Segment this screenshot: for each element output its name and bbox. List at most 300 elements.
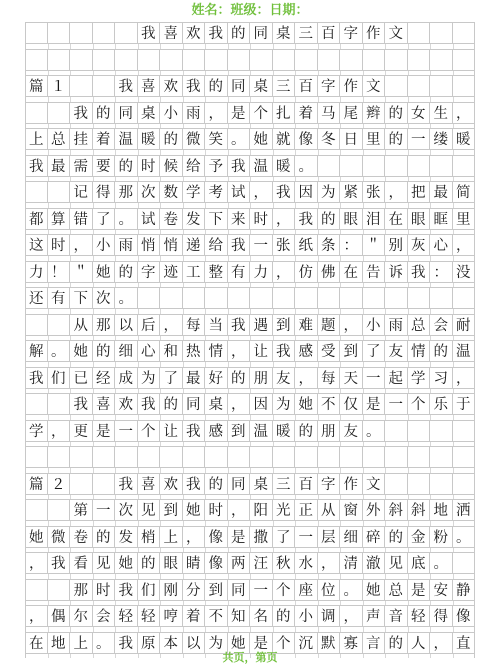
grid-cell: 同 [228,579,251,601]
grid-cell: 名 [250,605,273,627]
grid-row [25,261,475,283]
grid-cell: 是 [250,632,273,654]
grid-cell: 三 [295,22,318,44]
grid-cell: 欢 [160,473,183,495]
grid-cell [408,287,431,309]
grid-cell: 感 [205,420,228,442]
grid-cell [138,49,161,71]
grid-cell: 友 [385,340,408,362]
grid-cell: 的 [228,22,251,44]
grid-cell: 马 [318,102,341,124]
grid-cell: 错 [70,208,93,230]
grid-cell: 同 [228,75,251,97]
grid-cell: 声 [363,605,386,627]
grid-cell: 时 [250,208,273,230]
grid-cell: 同 [115,102,138,124]
grid-cell: 更 [70,420,93,442]
grid-row [25,75,475,97]
grid-cell: 次 [138,181,161,203]
grid-cell: 篇 [25,473,48,495]
grid-cell: ， [160,314,183,336]
grid-cell [25,314,48,336]
grid-cell: 的 [93,102,116,124]
grid-cell: 桌 [250,473,273,495]
grid-cell: ， [250,181,273,203]
grid-cell: 简 [453,181,476,203]
grid-cell: 让 [160,420,183,442]
grid-cell [363,287,386,309]
grid-cell: 友 [273,367,296,389]
grid-cell: 笑 [205,128,228,150]
grid-cell [340,155,363,177]
grid-cell: 为 [205,632,228,654]
grid-cell: 个 [408,393,431,415]
grid-cell [70,75,93,97]
grid-cell: ， [228,393,251,415]
grid-cell [250,287,273,309]
grid-cell: 候 [160,155,183,177]
grid-cell [385,287,408,309]
grid-cell: 洒 [453,499,476,521]
grid-cell: 没 [453,261,476,283]
grid-cell: 整 [205,261,228,283]
grid-cell: 原 [138,632,161,654]
grid-cell: 寡 [340,632,363,654]
grid-cell [48,22,71,44]
grid-cell: 人 [408,632,431,654]
grid-cell: 已 [70,367,93,389]
grid-cell: ， [70,234,93,256]
grid-cell: 微 [183,128,206,150]
grid-cell: ， [453,234,476,256]
grid-cell: 的 [318,208,341,230]
grid-cell [48,499,71,521]
grid-cell: 沉 [295,632,318,654]
grid-cell: ， [453,367,476,389]
grid-cell [453,287,476,309]
grid-cell: 的 [385,102,408,124]
grid-cell [25,49,48,71]
grid-row [25,314,475,336]
grid-cell: 同 [228,473,251,495]
grid-cell: 心 [138,340,161,362]
grid-cell: ， [205,102,228,124]
grid-cell: ， [273,261,296,283]
grid-cell: ， [385,181,408,203]
grid-cell [25,446,48,468]
grid-cell [453,75,476,97]
grid-cell: 的 [205,75,228,97]
grid-cell: 当 [205,314,228,336]
grid-cell [48,579,71,601]
grid-cell: ２ [48,473,71,495]
grid-cell: 会 [430,314,453,336]
grid-cell: 和 [160,340,183,362]
grid-cell: 热 [183,340,206,362]
grid-cell: 轻 [115,605,138,627]
grid-cell: 最 [183,367,206,389]
grid-cell: 在 [385,208,408,230]
grid-cell: 喜 [138,75,161,97]
grid-cell [408,473,431,495]
grid-row [25,526,475,548]
grid-cell: 温 [250,420,273,442]
grid-cell [25,181,48,203]
grid-cell: 篇 [25,75,48,97]
grid-cell: 喜 [93,393,116,415]
grid-cell [295,446,318,468]
grid-cell: 要 [93,155,116,177]
grid-cell [48,181,71,203]
grid-row [25,181,475,203]
grid-cell: 我 [138,393,161,415]
grid-cell: 为 [318,181,341,203]
grid-row [25,102,475,124]
grid-cell: 是 [228,102,251,124]
grid-cell: 她 [70,340,93,362]
grid-cell: 欢 [115,393,138,415]
grid-cell: ！ [48,261,71,283]
grid-cell: 在 [340,261,363,283]
grid-cell: 我 [273,181,296,203]
grid-cell: 文 [363,75,386,97]
grid-cell: 数 [160,181,183,203]
footer-page-count: 共页，第页 [222,651,278,664]
grid-cell: 个 [273,579,296,601]
grid-cell: 挂 [70,128,93,150]
grid-cell: 一 [250,579,273,601]
grid-cell: 我 [183,473,206,495]
grid-cell [93,446,116,468]
grid-cell [340,49,363,71]
grid-cell: 因 [295,181,318,203]
grid-cell [385,75,408,97]
grid-cell: 文 [385,22,408,44]
grid-cell: 仅 [340,393,363,415]
grid-cell [93,75,116,97]
grid-cell: 眼 [340,208,363,230]
grid-row [25,155,475,177]
grid-cell: 雨 [183,102,206,124]
grid-cell: 。 [430,552,453,574]
grid-cell [295,49,318,71]
grid-cell: 。 [48,340,71,362]
grid-cell: 泪 [363,208,386,230]
grid-cell: 难 [295,314,318,336]
grid-cell [340,446,363,468]
grid-cell: 是 [408,579,431,601]
grid-cell: 有 [228,261,251,283]
grid-cell: 女 [408,102,431,124]
grid-cell: 解 [25,340,48,362]
grid-cell: 了 [93,208,116,230]
grid-cell: 辫 [363,102,386,124]
grid-cell: 不 [318,393,341,415]
grid-cell: 默 [318,632,341,654]
grid-cell: 地 [48,632,71,654]
grid-cell: 桌 [205,393,228,415]
grid-cell: 同 [183,393,206,415]
grid-cell [408,75,431,97]
grid-cell: ， [453,102,476,124]
grid-cell [363,446,386,468]
grid-cell [385,49,408,71]
grid-cell: 里 [453,208,476,230]
grid-cell: 得 [93,181,116,203]
grid-cell [453,49,476,71]
grid-row [25,552,475,574]
grid-cell [93,49,116,71]
grid-cell: 仿 [295,261,318,283]
grid-cell: 的 [205,473,228,495]
grid-cell: 温 [453,340,476,362]
grid-cell: 知 [228,605,251,627]
grid-cell: 还 [25,287,48,309]
grid-cell: 算 [48,208,71,230]
grid-cell: 就 [273,128,296,150]
grid-cell: 生 [430,102,453,124]
grid-cell: 乐 [430,393,453,415]
grid-cell: 一 [408,128,431,150]
grid-cell: 为 [273,393,296,415]
grid-cell: 她 [115,552,138,574]
grid-cell: 言 [363,632,386,654]
grid-cell [48,49,71,71]
grid-cell [408,49,431,71]
grid-cell: 迹 [160,261,183,283]
grid-cell [48,314,71,336]
grid-cell: 了 [160,367,183,389]
grid-cell [318,287,341,309]
grid-cell: 总 [48,128,71,150]
grid-cell: 字 [318,75,341,97]
grid-cell: 我 [48,552,71,574]
grid-cell: 作 [363,22,386,44]
grid-cell: 见 [93,552,116,574]
grid-row [25,446,475,468]
grid-cell: 像 [205,526,228,548]
grid-cell: ， [228,499,251,521]
grid-cell: 学 [183,181,206,203]
grid-cell: 眼 [160,552,183,574]
grid-cell [25,393,48,415]
header-name-class-date: 姓名：班级：日期： [191,3,309,18]
grid-cell: 我 [138,22,161,44]
grid-cell: 欢 [160,75,183,97]
grid-cell: 从 [70,314,93,336]
grid-cell: 我 [228,234,251,256]
grid-cell [273,287,296,309]
grid-cell [93,22,116,44]
grid-cell: 试 [228,181,251,203]
grid-cell: 好 [205,367,228,389]
grid-cell: 扎 [273,102,296,124]
grid-cell: 感 [295,340,318,362]
grid-cell [318,446,341,468]
grid-row [25,420,475,442]
grid-row [25,605,475,627]
grid-cell: 张 [363,181,386,203]
grid-cell: 的 [385,632,408,654]
grid-row [25,393,475,415]
grid-cell: 偶 [48,605,71,627]
grid-cell: 朋 [250,367,273,389]
grid-cell: 到 [228,420,251,442]
grid-cell [48,102,71,124]
grid-cell: 冬 [318,128,341,150]
grid-cell: 字 [340,22,363,44]
grid-cell: 发 [183,208,206,230]
grid-cell [273,49,296,71]
grid-cell [363,155,386,177]
grid-cell: 们 [48,367,71,389]
grid-cell: 因 [250,393,273,415]
grid-cell: 给 [183,155,206,177]
grid-cell: ＂ [70,261,93,283]
grid-cell: 。 [363,420,386,442]
grid-cell: 卷 [70,526,93,548]
grid-cell: 静 [453,579,476,601]
grid-cell: 细 [340,526,363,548]
grid-cell: 在 [25,632,48,654]
grid-cell [385,446,408,468]
grid-cell [385,420,408,442]
grid-cell: 把 [408,181,431,203]
grid-cell: 汪 [250,552,273,574]
grid-cell: 着 [295,102,318,124]
grid-cell: 悄 [138,234,161,256]
grid-cell: 我 [273,340,296,362]
grid-cell: 以 [115,314,138,336]
grid-cell [93,473,116,495]
grid-cell [453,473,476,495]
grid-cell: 见 [385,552,408,574]
grid-cell: 佛 [318,261,341,283]
grid-cell: 时 [138,155,161,177]
grid-cell [430,22,453,44]
grid-cell: 。 [295,155,318,177]
grid-cell [160,446,183,468]
grid-cell [48,393,71,415]
grid-cell [408,155,431,177]
grid-cell: 刚 [160,579,183,601]
grid-cell: 暖 [453,128,476,150]
grid-cell [430,420,453,442]
grid-cell: 纸 [295,234,318,256]
grid-cell: 她 [228,632,251,654]
grid-cell: 小 [295,605,318,627]
grid-cell [115,446,138,468]
grid-cell [160,49,183,71]
grid-cell: 情 [408,340,431,362]
grid-cell: 尔 [70,605,93,627]
grid-cell: 每 [183,314,206,336]
grid-cell: 朋 [318,420,341,442]
grid-cell: 为 [138,367,161,389]
grid-cell [430,473,453,495]
grid-cell: 作 [340,473,363,495]
grid-cell: 是 [228,526,251,548]
grid-row [25,128,475,150]
grid-cell: 情 [205,340,228,362]
grid-cell: 水 [295,552,318,574]
grid-cell [430,155,453,177]
grid-cell: 正 [295,499,318,521]
grid-cell [160,287,183,309]
grid-cell: 像 [205,552,228,574]
grid-cell: ， [25,552,48,574]
grid-cell: 了 [363,340,386,362]
grid-cell: 上 [70,632,93,654]
grid-cell: 日 [340,128,363,150]
grid-cell [25,579,48,601]
grid-cell: 睛 [183,552,206,574]
grid-cell [453,155,476,177]
grid-cell [205,287,228,309]
grid-cell: 喜 [138,473,161,495]
grid-cell: 我 [25,155,48,177]
grid-cell: 本 [160,632,183,654]
grid-cell: 直 [453,632,476,654]
grid-cell [318,155,341,177]
grid-cell: ， [430,632,453,654]
grid-cell: 学 [25,420,48,442]
grid-cell [138,446,161,468]
grid-cell: 张 [273,234,296,256]
grid-cell: 尾 [340,102,363,124]
grid-cell: 需 [70,155,93,177]
grid-cell: 。 [453,526,476,548]
grid-cell: 撒 [250,526,273,548]
grid-cell [453,22,476,44]
grid-cell: 条 [318,234,341,256]
grid-cell: 斜 [385,499,408,521]
grid-cell [318,49,341,71]
grid-cell [430,287,453,309]
grid-cell: 的 [115,155,138,177]
grid-cell: ， [340,314,363,336]
grid-cell: 力 [250,261,273,283]
grid-cell: 。 [228,128,251,150]
grid-cell [430,49,453,71]
grid-cell: 同 [250,22,273,44]
grid-cell: 见 [138,499,161,521]
grid-cell: 她 [250,128,273,150]
grid-cell: 。 [93,632,116,654]
grid-cell [183,446,206,468]
grid-cell: 个 [250,102,273,124]
grid-cell: 我 [70,102,93,124]
grid-cell: 哼 [160,605,183,627]
grid-cell [228,446,251,468]
grid-cell: 。 [340,579,363,601]
grid-cell: 时 [93,579,116,601]
grid-cell: 是 [93,420,116,442]
grid-cell: 文 [363,473,386,495]
grid-cell: 次 [115,499,138,521]
grid-cell [70,446,93,468]
grid-cell: 成 [115,367,138,389]
grid-cell: 工 [183,261,206,283]
grid-cell: 最 [430,181,453,203]
grid-cell [250,446,273,468]
grid-cell: 会 [93,605,116,627]
grid-cell: 遇 [250,314,273,336]
grid-cell [250,49,273,71]
grid-cell: 的 [385,526,408,548]
grid-cell: 让 [250,340,273,362]
grid-cell: ： [340,234,363,256]
